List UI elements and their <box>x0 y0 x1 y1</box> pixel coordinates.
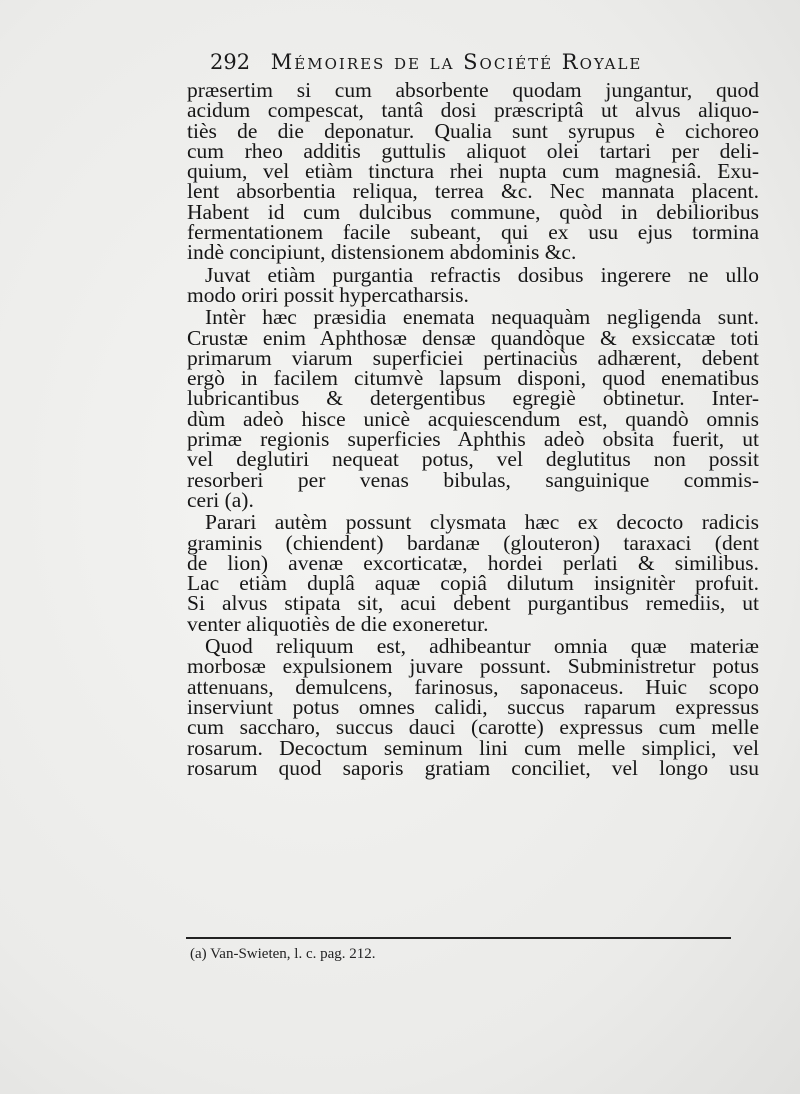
text-line: ceri (a). <box>187 487 254 512</box>
text-line: indè concipiunt, distensionem abdominis &c. <box>187 240 577 265</box>
text-line: inserviunt potus omnes calidi, succus raparum expressus <box>187 694 759 719</box>
body-text <box>187 80 767 778</box>
footnote-rule <box>186 937 731 939</box>
text-line: lubricantibus & detergentibus egregiè obtinetur. Inter- <box>187 386 759 411</box>
text-line: de lion) avenæ excorticatæ, hordei perlati & similibus. <box>187 550 759 575</box>
text-line: cum saccharo, succus dauci (carotte) expressus cum melle <box>187 715 759 740</box>
text-line: Quod reliquum est, adhibeantur omnia quæ materiæ <box>205 634 759 659</box>
text-line: Habent id cum dulcibus commune, quòd in debilioribus <box>187 199 759 224</box>
running-header <box>210 50 710 74</box>
text-line: præsertim si cum absorbente quodam jungantur, quod <box>187 78 759 102</box>
page-number: 292 <box>210 50 251 74</box>
text-line: ergò in facilem citumvè lapsum disponi, quod enematibus <box>187 366 759 391</box>
text-line: resorberi per venas bibulas, sanguinique commis- <box>187 467 759 492</box>
text-line: cum rheo additis guttulis aliquot olei tartari per deli- <box>187 138 759 163</box>
text-line: tiès de die deponatur. Qualia sunt syrupus è cichoreo <box>187 118 759 143</box>
text-line: attenuans, demulcens, farinosus, saponaceus. Huic scopo <box>187 674 759 699</box>
text-line: lent absorbentia reliqua, terrea &c. Nec mannata placent. <box>187 179 759 204</box>
text-line: rosarum. Decoctum seminum lini cum melle simplici, vel <box>187 735 759 760</box>
running-title: Mémoires de la Société Royale <box>270 50 643 74</box>
footnote: (a) Van-Swieten, l. c. pag. 212. <box>190 946 376 962</box>
text-line: Crustæ enim Aphthosæ densæ quandòque & exsiccatæ toti <box>187 325 759 350</box>
text-line: vel deglutiri nequeat potus, vel deglutitus non possit <box>187 447 759 472</box>
text-line: morbosæ expulsionem juvare possunt. Subministretur potus <box>187 654 759 679</box>
text-line: dùm adeò hisce unicè acquiescendum est, quandò omnis <box>187 406 759 431</box>
text-line: Lac etiàm duplâ aquæ copiâ dilutum insignitèr profuit. <box>187 571 759 596</box>
text-line: quium, vel etiàm tinctura rhei nupta cum magnesiâ. Exu- <box>187 159 759 184</box>
text-line: Intèr hæc præsidia enemata nequaquàm negligenda sunt. <box>205 305 759 330</box>
text-line: primæ regionis superficies Aphthis adeò obsita fuerit, ut <box>187 427 759 452</box>
text-line: modo oriri possit hypercatharsis. <box>187 282 469 307</box>
text-line: Juvat etiàm purgantia refractis dosibus ingerere ne ullo <box>205 262 759 287</box>
text-line: primarum viarum superficiei pertinaciùs adhærent, debent <box>187 345 759 370</box>
text-line: venter aliquotiès de die exoneretur. <box>187 611 489 636</box>
text-line: Si alvus stipata sit, acui debent purgantibus remediis, ut <box>187 591 759 616</box>
text-line: fermentationem facile subeant, qui ex usu ejus tormina <box>187 220 759 245</box>
text-line: graminis (chiendent) bardanæ (glouteron) taraxaci (dent <box>187 530 759 555</box>
text-line: acidum compescat, tantâ dosi præscriptâ ut alvus aliquo- <box>187 98 759 123</box>
text-line: Parari autèm possunt clysmata hæc ex decocto radicis <box>205 510 759 535</box>
text-line: rosarum quod saporis gratiam conciliet, vel longo usu <box>187 755 759 780</box>
